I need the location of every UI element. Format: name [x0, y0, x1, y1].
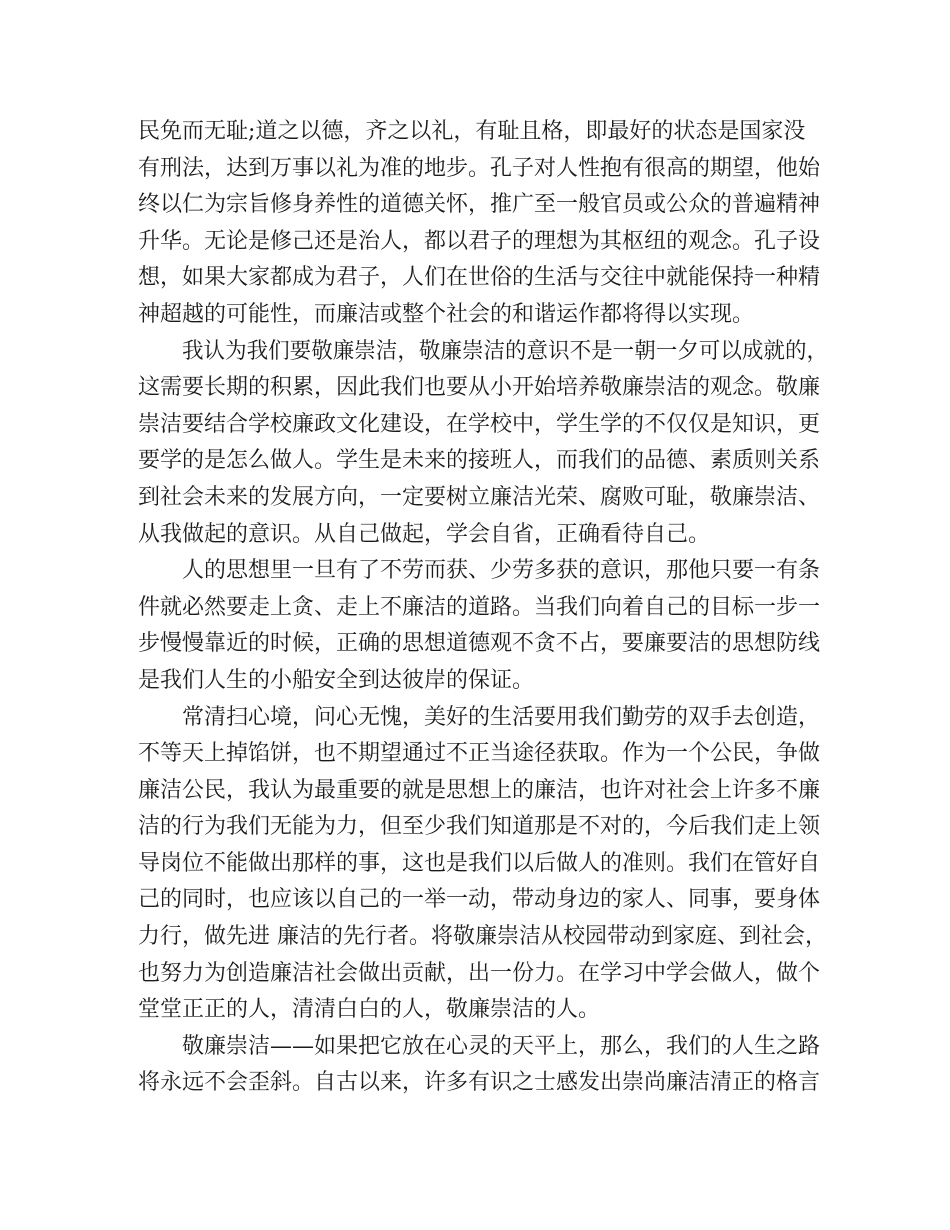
text-line: 导岗位不能做出那样的事，这也是我们以后做人的准则。我们在管好自 — [138, 850, 821, 876]
text-line: 民免而无耻;道之以德，齐之以礼，有耻且格，即最好的状态是国家没 — [138, 119, 806, 144]
text-line: 也努力为创造廉洁社会做出贡献，出一份力。在学习中学会做人，做个 — [138, 960, 821, 986]
text-line: 堂堂正正的人，清清白白的人，敬廉崇洁的人。 — [138, 997, 601, 1023]
paragraph-first-line: 常清扫心境，问心无愧，美好的生活要用我们勤劳的双手去创造， — [182, 704, 821, 730]
text-line: 将永远不会歪斜。自古以来，许多有识之士感发出崇尚廉洁清正的格言 — [138, 1070, 821, 1096]
text-line: 从我做起的意识。从自己做起，学会自省，正确看待自己。 — [138, 521, 711, 547]
text-line: 神超越的可能性，而廉洁或整个社会的和谐运作都将得以实现。 — [138, 301, 755, 327]
text-line: 廉洁公民，我认为最重要的就是思想上的廉洁，也许对社会上许多不廉 — [138, 777, 821, 803]
text-line: 力行，做先进 廉洁的先行者。将敬廉崇洁从校园带动到家庭、到社会， — [138, 924, 827, 950]
text-line: 是我们人生的小船安全到达彼岸的保证。 — [138, 667, 535, 693]
paragraph-first-line: 我认为我们要敬廉崇洁，敬廉崇洁的意识不是一朝一夕可以成就的， — [182, 338, 829, 364]
text-line: 己的同时，也应该以自己的一举一动，带动身边的家人、同事，要身体 — [138, 887, 821, 913]
text-line: 步慢慢靠近的时候，正确的思想道德观不贪不占，要廉要洁的思想防线 — [138, 631, 821, 657]
document-body — [138, 114, 828, 1102]
text-line: 有刑法，达到万事以礼为准的地步。孔子对人性抱有很高的期望，他始 — [138, 155, 821, 181]
text-line: 终以仁为宗旨修身养性的道德关怀，推广至一般官员或公众的普遍精神 — [138, 192, 821, 218]
text-line: 到社会未来的发展方向，一定要树立廉洁光荣、腐败可耻，敬廉崇洁、 — [138, 484, 821, 510]
text-line: 件就必然要走上贪、走上不廉洁的道路。当我们向着自己的目标一步一 — [138, 594, 821, 620]
paragraph-first-line: 人的思想里一旦有了不劳而获、少劳多获的意识，那他只要一有条 — [182, 558, 821, 584]
text-line: 不等天上掉馅饼，也不期望通过不正当途径获取。作为一个公民，争做 — [138, 741, 821, 767]
paragraph-first-line: 敬廉崇洁——如果把它放在心灵的天平上，那么，我们的人生之路 — [182, 1033, 821, 1059]
text-line: 崇洁要结合学校廉政文化建设，在学校中，学生学的不仅仅是知识，更 — [138, 411, 821, 437]
text-line: 这需要长期的积累，因此我们也要从小开始培养敬廉崇洁的观念。敬廉 — [138, 375, 821, 401]
text-line: 升华。无论是修己还是治人，都以君子的理想为其枢纽的观念。孔子设 — [138, 228, 821, 254]
text-line: 洁的行为我们无能为力，但至少我们知道那是不对的，今后我们走上领 — [138, 814, 821, 840]
text-line: 想，如果大家都成为君子，人们在世俗的生活与交往中就能保持一种精 — [138, 265, 821, 291]
text-line: 要学的是怎么做人。学生是未来的接班人，而我们的品德、素质则关系 — [138, 448, 821, 474]
